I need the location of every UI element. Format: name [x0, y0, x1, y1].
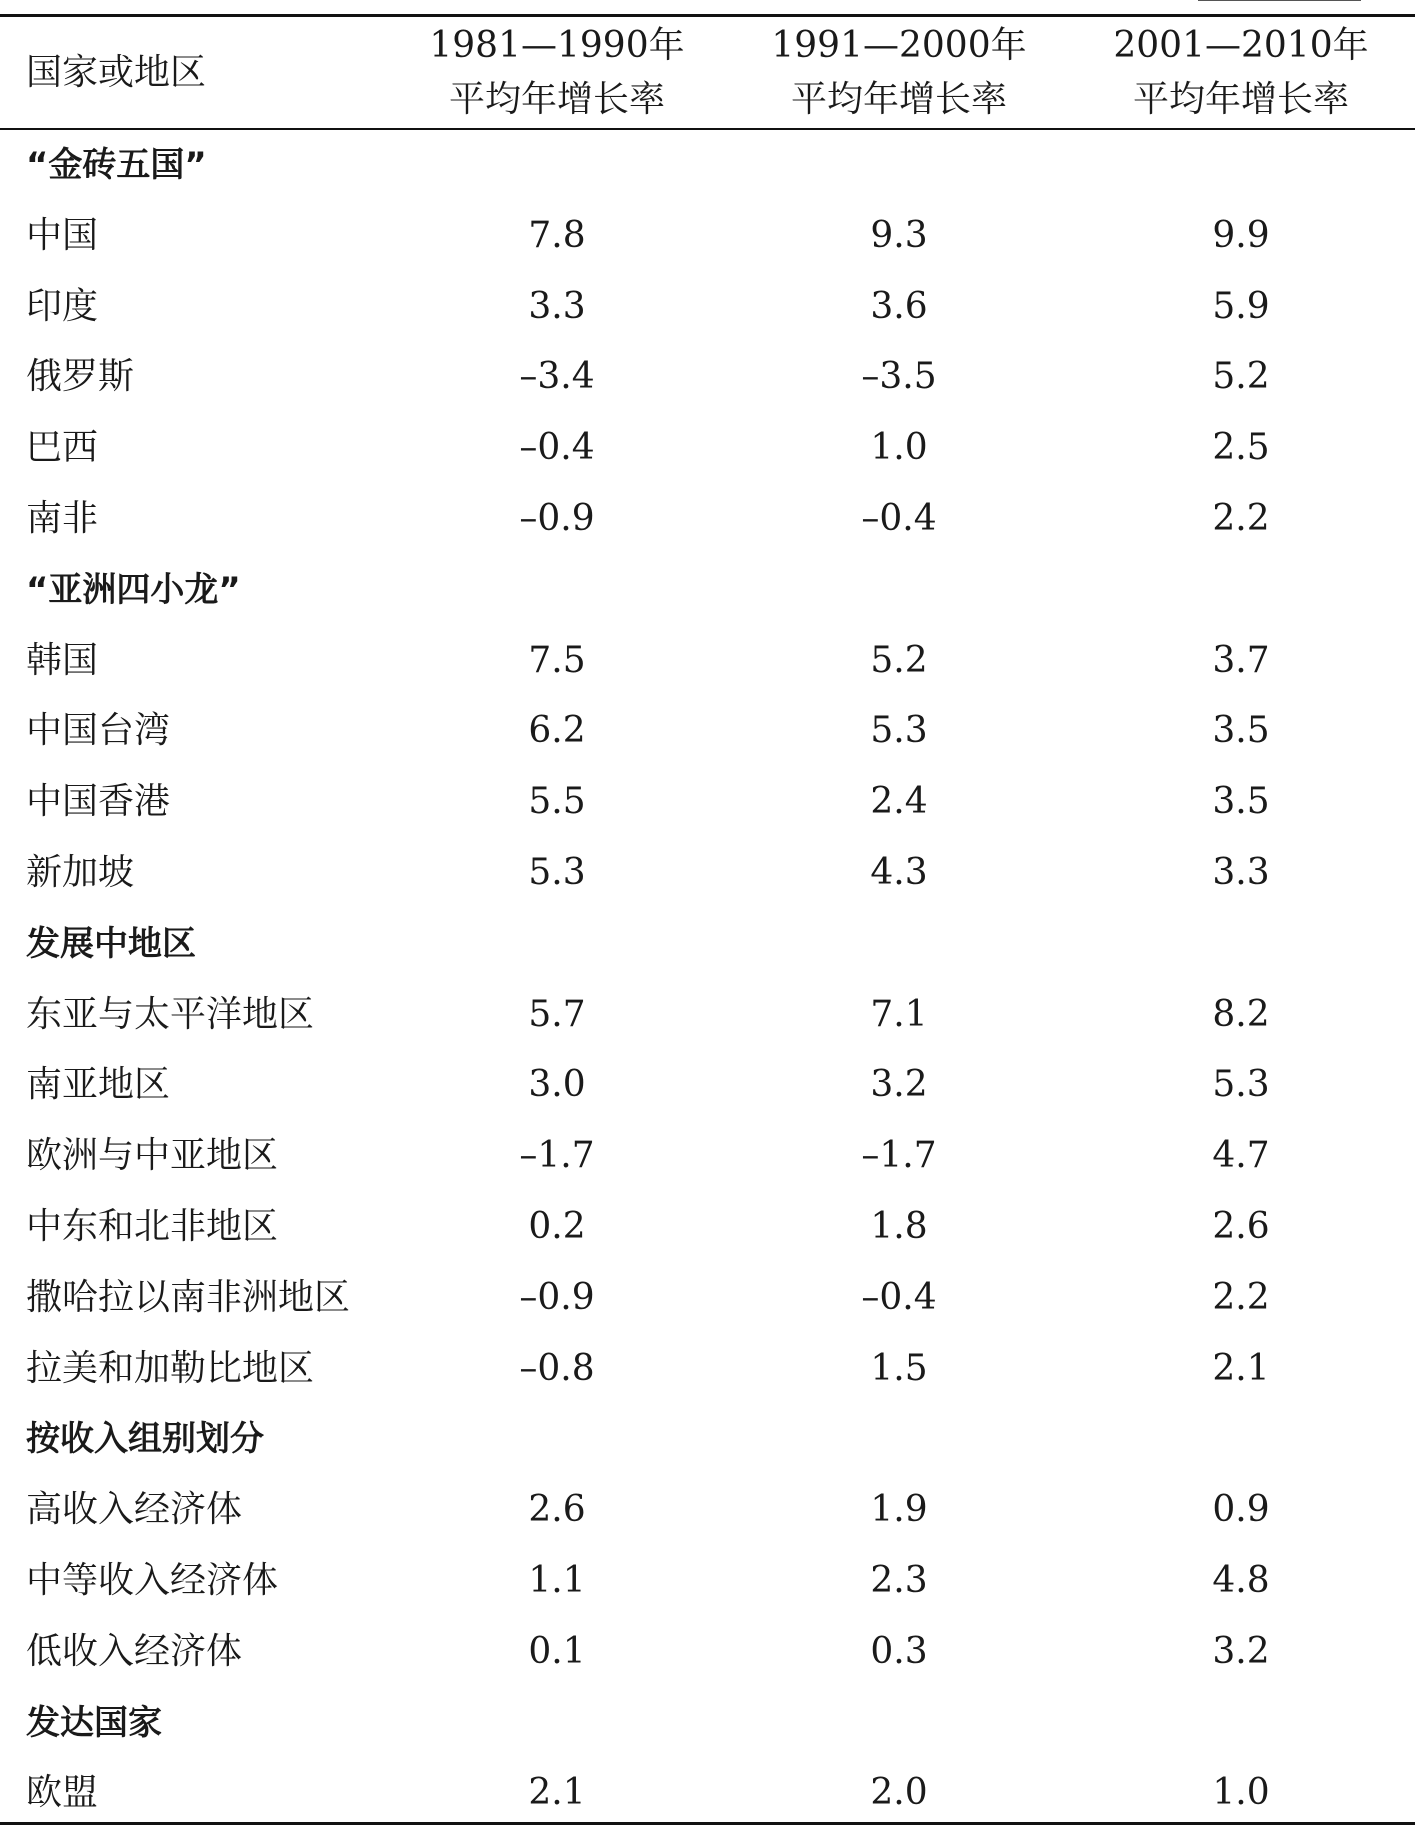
- row-label: 新加坡: [26, 851, 135, 893]
- row-label: 欧盟: [26, 1772, 99, 1814]
- cell-value: 3.2: [1212, 1630, 1270, 1672]
- group-heading: “亚洲四小龙”: [26, 569, 241, 610]
- cell-value: 5.5: [528, 781, 586, 823]
- header-2001-2010: [1071, 17, 1411, 128]
- header-period-label: 2001—2010年: [1113, 24, 1369, 66]
- row-label: 中国台湾: [26, 710, 171, 752]
- cell-value: 1.0: [870, 427, 928, 469]
- table-row: [0, 980, 1415, 1051]
- cell-value: 3.6: [870, 285, 928, 327]
- cell-value: 0.2: [528, 1205, 586, 1247]
- cell-value: –0.4: [861, 497, 937, 539]
- cell-value: 3.5: [1212, 781, 1270, 823]
- cell-value: 1.0: [1212, 1772, 1270, 1814]
- cell-value: 3.3: [1212, 851, 1270, 893]
- cell-value: 2.3: [870, 1559, 928, 1601]
- cell-value: 5.3: [1212, 1064, 1270, 1106]
- cell-value: 5.7: [528, 993, 586, 1035]
- cell-value: –0.8: [519, 1347, 595, 1389]
- header-period-label: 1981—1990年: [429, 24, 685, 66]
- row-label: 拉美和加勒比地区: [26, 1347, 315, 1389]
- group-heading: “金砖五国”: [26, 145, 207, 185]
- row-label: 印度: [26, 285, 99, 327]
- cell-value: 2.2: [1212, 1276, 1270, 1318]
- row-label: 巴西: [26, 427, 99, 469]
- cell-value: 9.9: [1212, 214, 1270, 256]
- cell-value: –1.7: [519, 1135, 595, 1177]
- header-1991-2000: [729, 17, 1069, 128]
- row-label: 撒哈拉以南非洲地区: [26, 1276, 351, 1318]
- row-label: 韩国: [26, 639, 99, 681]
- cell-value: –1.7: [861, 1135, 937, 1177]
- cell-value: 7.5: [528, 639, 586, 681]
- header-name-label: 国家或地区: [26, 51, 207, 93]
- header-1981-1990: [387, 17, 727, 128]
- table-row: [0, 1546, 1415, 1617]
- group-heading: 按收入组别划分: [26, 1419, 264, 1460]
- cell-value: 7.8: [528, 214, 586, 256]
- cell-value: –0.4: [519, 427, 595, 469]
- header-rate-label: 平均年增长率: [448, 78, 665, 120]
- table-row: [0, 1334, 1415, 1405]
- table-row: [0, 413, 1415, 484]
- table-row: [0, 838, 1415, 909]
- group-heading-row: [0, 555, 1415, 626]
- table-row: [0, 1050, 1415, 1121]
- cell-value: 5.2: [1212, 356, 1270, 398]
- group-heading: 发展中地区: [26, 923, 196, 964]
- cell-value: –3.4: [519, 356, 595, 398]
- cell-value: 4.3: [870, 851, 928, 893]
- cell-value: 2.2: [1212, 497, 1270, 539]
- cell-value: 3.5: [1212, 710, 1270, 752]
- cell-value: 2.0: [870, 1772, 928, 1814]
- group-heading: 发达国家: [26, 1702, 162, 1743]
- table-row: [0, 1263, 1415, 1334]
- cell-value: 3.7: [1212, 639, 1270, 681]
- group-heading-row: [0, 1404, 1415, 1475]
- row-label: 南非: [26, 497, 99, 539]
- cell-value: 7.1: [870, 993, 928, 1035]
- cell-value: 2.6: [1212, 1205, 1270, 1247]
- cell-value: 5.2: [870, 639, 928, 681]
- cell-value: 2.4: [870, 781, 928, 823]
- row-label: 中国: [26, 214, 99, 256]
- table-row: [0, 1121, 1415, 1192]
- row-label: 高收入经济体: [26, 1489, 243, 1531]
- row-label: 中等收入经济体: [26, 1559, 279, 1601]
- header-rate-label: 平均年增长率: [1132, 78, 1349, 120]
- table-row: [0, 1475, 1415, 1546]
- cell-value: 2.6: [528, 1489, 586, 1531]
- table-row: [0, 1617, 1415, 1688]
- cell-value: 0.9: [1212, 1489, 1270, 1531]
- cell-value: 2.1: [1212, 1347, 1270, 1389]
- cell-value: 2.5: [1212, 427, 1270, 469]
- row-label: 南亚地区: [26, 1064, 171, 1106]
- cell-value: 2.1: [528, 1772, 586, 1814]
- cell-value: 5.3: [870, 710, 928, 752]
- header-rate-label: 平均年增长率: [790, 78, 1007, 120]
- cell-value: 1.1: [528, 1559, 586, 1601]
- group-heading-row: [0, 130, 1415, 201]
- cell-value: –0.9: [519, 497, 595, 539]
- header-period-label: 1991—2000年: [771, 24, 1027, 66]
- cell-value: –0.9: [519, 1276, 595, 1318]
- row-label: 中国香港: [26, 781, 171, 823]
- row-label: 俄罗斯: [26, 356, 135, 398]
- cell-value: 3.2: [870, 1064, 928, 1106]
- table-row: [0, 696, 1415, 767]
- cell-value: 5.9: [1212, 285, 1270, 327]
- table-row: [0, 201, 1415, 272]
- top-margin-mark: [1198, 0, 1361, 7]
- table-body: [0, 130, 1415, 1829]
- cell-value: –3.5: [861, 356, 937, 398]
- cell-value: 0.1: [528, 1630, 586, 1672]
- row-label: 低收入经济体: [26, 1630, 243, 1672]
- table-row: [0, 272, 1415, 343]
- cell-value: 4.8: [1212, 1559, 1270, 1601]
- row-label: 东亚与太平洋地区: [26, 993, 315, 1035]
- table-row: [0, 1758, 1415, 1829]
- table-row: [0, 484, 1415, 555]
- cell-value: 8.2: [1212, 993, 1270, 1035]
- group-heading-row: [0, 909, 1415, 980]
- cell-value: 5.3: [528, 851, 586, 893]
- row-label: 欧洲与中亚地区: [26, 1135, 279, 1177]
- group-heading-row: [0, 1688, 1415, 1759]
- table-row: [0, 626, 1415, 697]
- table-bottom-rule: [0, 1822, 1415, 1825]
- header-country-region: [26, 17, 356, 128]
- cell-value: 1.9: [870, 1489, 928, 1531]
- cell-value: 3.3: [528, 285, 586, 327]
- table-row: [0, 342, 1415, 413]
- cell-value: –0.4: [861, 1276, 937, 1318]
- cell-value: 1.5: [870, 1347, 928, 1389]
- cell-value: 1.8: [870, 1205, 928, 1247]
- table-row: [0, 767, 1415, 838]
- cell-value: 0.3: [870, 1630, 928, 1672]
- table-header: [0, 17, 1415, 128]
- cell-value: 9.3: [870, 214, 928, 256]
- cell-value: 4.7: [1212, 1135, 1270, 1177]
- cell-value: 3.0: [528, 1064, 586, 1106]
- row-label: 中东和北非地区: [26, 1205, 279, 1247]
- table-row: [0, 1192, 1415, 1263]
- cell-value: 6.2: [528, 710, 586, 752]
